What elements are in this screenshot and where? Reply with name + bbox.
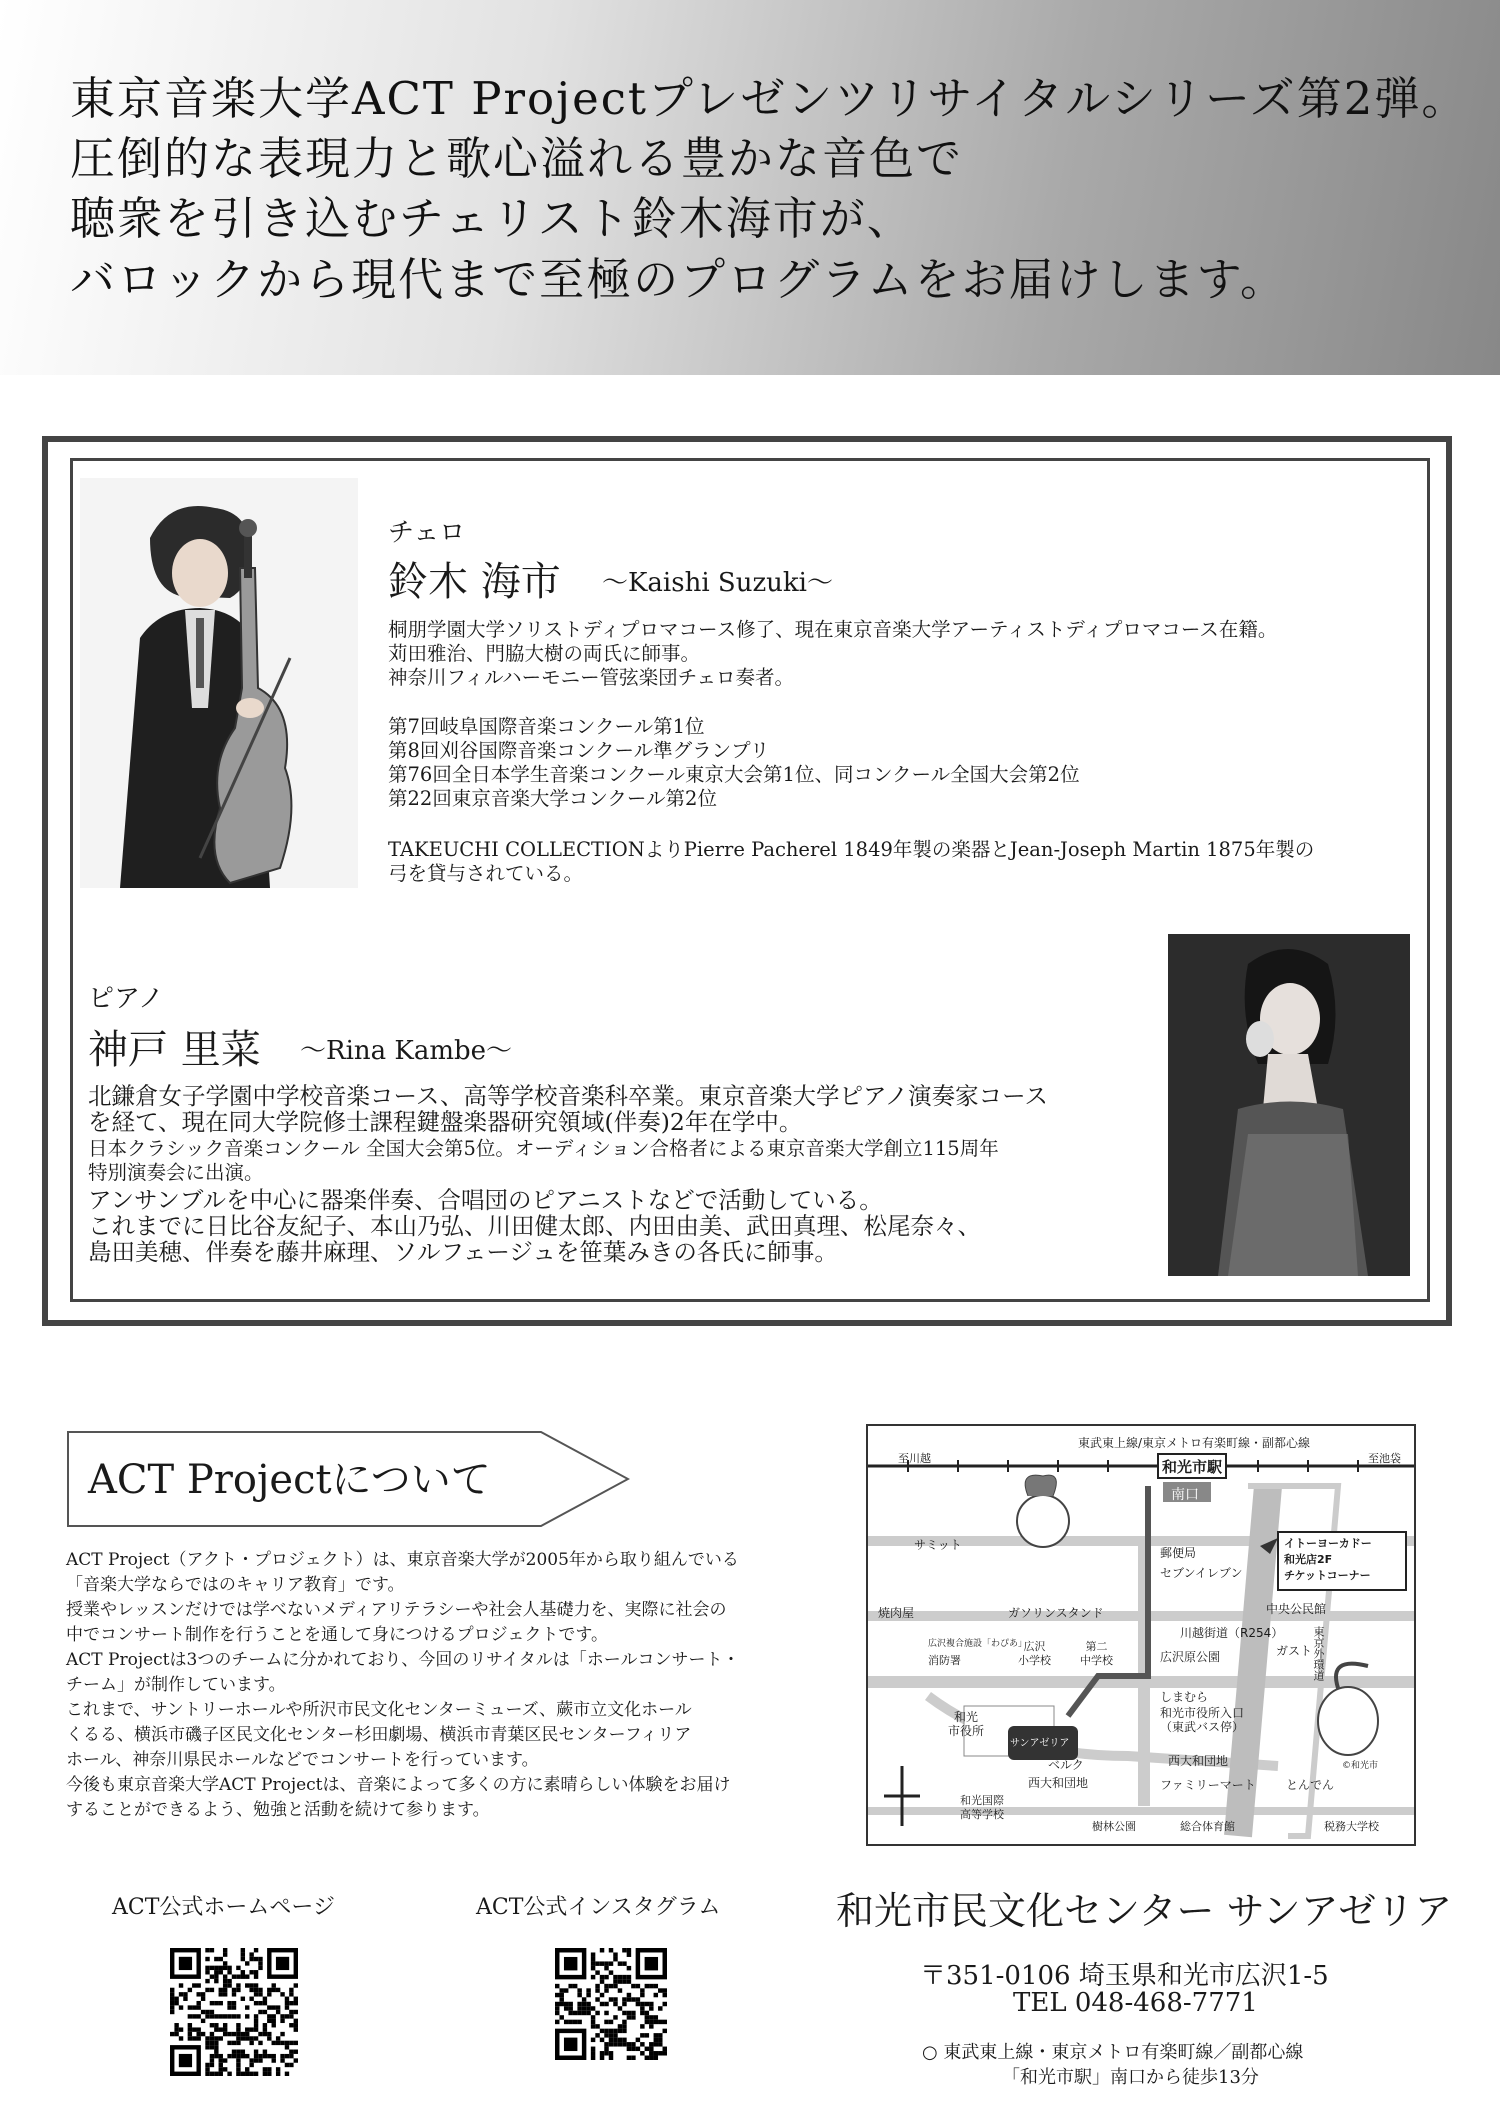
venue-tel: TEL 048-468-7771 [1013, 1988, 1258, 2018]
map-wappy: 広沢複合施設「わぴあ」 [928, 1639, 1028, 1649]
map-tonden: とんでん [1286, 1778, 1335, 1792]
act-body: ACT Project（アクト・プロジェクト）は、東京音楽大学が2005年から取り組んでいる 「音楽大学ならではのキャリア教育」です。 授業やレッスンだけでは学べないメディアリテラシーや社会人基礎力を、実際に社会の 中でコンサート制作を行うことを通して身につけるプロジェクトです。 ACT Projectは3つのチームに分かれており、今回のリサイタルは「ホールコンサート・ チーム」が制作しています。 これまで、サントリーホールや所沢市民文化センターミューズ、蕨市立文化ホール くるる、横浜市磯子区民文化センター杉田劇場、横浜市青葉区民センターフィリア ホール、神奈川県民ホールなどでコンサートを行っています。 今後も東京音楽大学ACT Projectは、音楽によって多くの方に素晴らしい体験をお届け することができるよう、勉強と活動を続けて参ります。 [66, 1550, 740, 1820]
map-belk: ベルク [1048, 1758, 1084, 1772]
map-kokusai: 和光国際 高等学校 [960, 1794, 1004, 1821]
cellist-name-en: ～Kaishi Suzuki～ [602, 568, 833, 598]
map-line-top: 東武東上線/東京メトロ有楽町線・副都心線 [1078, 1436, 1311, 1450]
map-famima: ファミリーマート [1160, 1778, 1256, 1792]
map-zeimu: 税務大学校 [1324, 1820, 1379, 1833]
map-credit: ©和光市 [1342, 1761, 1379, 1771]
map-gaikan: 東京外環道 [1312, 1626, 1325, 1681]
cellist-role: チェロ [388, 518, 466, 548]
map-itoyokado: イトーヨーカドー 和光店2F チケットコーナー [1284, 1537, 1372, 1582]
map-nishiyamato-1: 西大和団地 [1028, 1776, 1089, 1790]
map-exit: 南口 [1171, 1487, 1199, 1503]
map-daini-jhs: 第二 中学校 [1080, 1640, 1113, 1667]
instagram-label[interactable]: ACT公式インスタグラム [476, 1895, 721, 1920]
map-to-right: 至池袋 [1368, 1452, 1401, 1465]
pianist-bio-3: アンサンブルを中心に器楽伴奏、合唱団のピアニストなどで活動している。 これまでに日比谷友紀子、本山乃弘、川田健太郎、内田由美、武田真理、松尾奈々、 島田美穂、伴奏を藤井麻理、ソルフェージュを笹葉みきの各氏に師事。 [88, 1186, 981, 1266]
map-seven: セブンイレブン [1160, 1566, 1243, 1580]
map-fire: 消防署 [928, 1654, 961, 1667]
map-cityhall: 和光 市役所 [948, 1710, 985, 1738]
map-gusto: ガスト [1276, 1644, 1313, 1658]
map-to-left: 至川越 [898, 1452, 931, 1465]
pianist-name-en: ～Rina Kambe～ [300, 1036, 513, 1066]
pianist-bio-2: 日本クラシック音楽コンクール 全国大会第5位。オーディション合格者による東京音楽大学創立115周年 特別演奏会に出演。 [88, 1137, 999, 1184]
header-band [0, 0, 1500, 375]
homepage-label: ACT公式ホームページ [112, 1895, 335, 1920]
venue-address: 〒351-0106 埼玉県和光市広沢1-5 [920, 1961, 1329, 1991]
map-bus: 和光市役所入口 （東武バス停） [1160, 1706, 1245, 1734]
header-line-3: 聴衆を引き込むチェリスト鈴木海市が、 [70, 192, 914, 245]
venue-name: 和光市民文化センター サンアゼリア [836, 1889, 1453, 1933]
map-sogo: 総合体育館 [1180, 1820, 1235, 1833]
pianist-photo [1168, 934, 1410, 1276]
map-post: 郵便局 [1160, 1546, 1197, 1560]
header-line-1: 東京音楽大学ACT Projectプレゼンツリサイタルシリーズ第2弾。 [70, 72, 1469, 125]
pianist-name: 神戸 里菜 [88, 1027, 261, 1073]
map-station: 和光市駅 [1162, 1458, 1223, 1476]
homepage-qr-code[interactable] [170, 1948, 298, 2076]
venue-access-1: ○ 東武東上線・東京メトロ有楽町線／副都心線 [922, 2042, 1304, 2063]
map-gas: ガソリンスタンド [1008, 1606, 1104, 1620]
access-map [866, 1424, 1416, 1846]
map-summit: サミット [914, 1538, 962, 1552]
pianist-bio-1: 北鎌倉女子学園中学校音楽コース、高等学校音楽科卒業。東京音楽大学ピアノ演奏家コース を経て、現在同大学院修士課程鍵盤楽器研究領域(伴奏)2年在学中。 [88, 1082, 1048, 1136]
map-yakiniku: 焼肉屋 [878, 1606, 915, 1620]
cellist-photo [80, 478, 358, 888]
header-line-4: バロックから現代まで至極のプログラムをお届けします。 [70, 253, 1288, 306]
cellist-instrument: TAKEUCHI COLLECTIONよりPierre Pacherel 1849年製の楽器とJean-Joseph Martin 1875年製の 弓を貸与されている。 [388, 838, 1315, 885]
map-shimamura: しまむら [1160, 1690, 1209, 1704]
map-nishiyamato-2: 西大和団地 [1168, 1754, 1229, 1768]
cellist-name: 鈴木 海市 [388, 559, 561, 605]
header-line-2: 圧倒的な表現力と歌心溢れる豊かな音色で [70, 132, 964, 185]
instagram-qr-code[interactable] [555, 1948, 667, 2060]
venue-access-2: 「和光市駅」南口から徒歩13分 [1002, 2067, 1259, 2088]
act-title: ACT Projectについて [88, 1457, 491, 1503]
map-hirosawa-es: 広沢 小学校 [1018, 1640, 1051, 1667]
map-jukai: 樹林公園 [1092, 1820, 1136, 1833]
cellist-bio: 桐朋学園大学ソリストディプロマコース修了、現在東京音楽大学アーティストディプロマコース在籍。 苅田雅治、門脇大樹の両氏に師事。 神奈川フィルハーモニー管弦楽団チェロ奏者。 [388, 618, 1278, 689]
cellist-awards: 第7回岐阜国際音楽コンクール第1位 第8回刈谷国際音楽コンクール準グランプリ 第76回全日本学生音楽コンクール東京大会第1位、同コンクール全国大会第2位 第22回東京音楽大学コンクール第2位 [388, 715, 1080, 810]
pianist-role: ピアノ [88, 984, 164, 1014]
map-chuo: 中央公民館 [1266, 1602, 1327, 1616]
map-sunazalea: サンアゼリア [1010, 1738, 1070, 1749]
map-kawagoe: 川越街道（R254） [1180, 1626, 1284, 1640]
map-hirosawahara: 広沢原公園 [1160, 1650, 1221, 1664]
